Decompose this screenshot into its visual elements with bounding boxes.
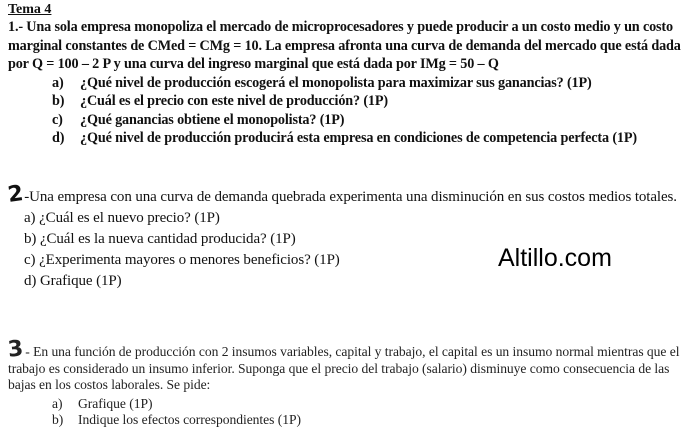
question-2 (6, 181, 698, 292)
item-text: ¿Qué ganancias obtiene el monopolista? (1P) (80, 111, 345, 128)
question-3-item (52, 396, 698, 413)
question-2-item: a) ¿Cuál es el nuevo precio? (1P) (24, 210, 220, 226)
question-1-item (52, 129, 698, 148)
page-title: Tema 4 (8, 2, 52, 17)
question-1-item (52, 74, 698, 93)
question-2-item: b) ¿Cuál es la nueva cantidad producida? (1P) (24, 231, 296, 247)
item-text: ¿Qué nivel de producción producirá esta empresa en condiciones de competencia perfecta (1P) (80, 130, 637, 146)
question-1-items (8, 74, 698, 148)
item-text: Grafique (1P) (78, 395, 153, 411)
item-letter: a) (52, 74, 64, 91)
question-3-text-line (6, 336, 698, 394)
question-1-text: 1.- Una sola empresa monopoliza el mercado de microprocesadores y puede producir a un costo medio y un costo marginal constantes de CMed = CMg = 10. La empresa afronta una curva de demanda del mercado que está dada por Q = 100 – 2 P y una curva del ingreso marginal que está dada por IMg = 50 – Q (8, 19, 681, 72)
item-letter: d) (52, 130, 65, 146)
question-3-item (52, 412, 698, 429)
item-text: ¿Qué nivel de producción escogerá el monopolista para maximizar sus ganancias? (1P) (80, 74, 592, 91)
question-3 (6, 336, 698, 429)
item-letter: a) (52, 395, 63, 411)
item-text: Indique los efectos correspondientes (1P) (78, 412, 301, 427)
question-1-item (52, 111, 698, 130)
question-3-text: - En una función de producción con 2 insumos variables, capital y trabajo, el capital es un insumo normal mientras que el trabajo es considerado un insumo inferior. Suponga que el precio del trabajo (salario) disminuye como consecuencia de las bajas en los costos laborales. Se pide: (8, 344, 680, 392)
question-2-text: -Una empresa con una curva de demanda quebrada experimenta una disminución en sus costos medios totales. (24, 189, 677, 205)
question-1 (8, 18, 698, 148)
item-letter: c) (52, 111, 63, 128)
question-2-text-line (6, 181, 698, 208)
question-3-items (8, 396, 698, 429)
handwritten-number-3: 3 (6, 336, 25, 363)
question-2-item: d) Grafique (1P) (24, 273, 122, 289)
handwritten-number-2: 2 (6, 181, 25, 208)
question-1-item (52, 92, 698, 111)
site-watermark: Altillo.com (498, 244, 612, 272)
item-text: ¿Cuál es el precio con este nivel de producción? (1P) (80, 93, 388, 109)
item-letter: b) (52, 93, 65, 109)
item-letter: b) (52, 412, 64, 427)
question-2-item: c) ¿Experimenta mayores o menores beneficios? (1P) (24, 252, 340, 268)
